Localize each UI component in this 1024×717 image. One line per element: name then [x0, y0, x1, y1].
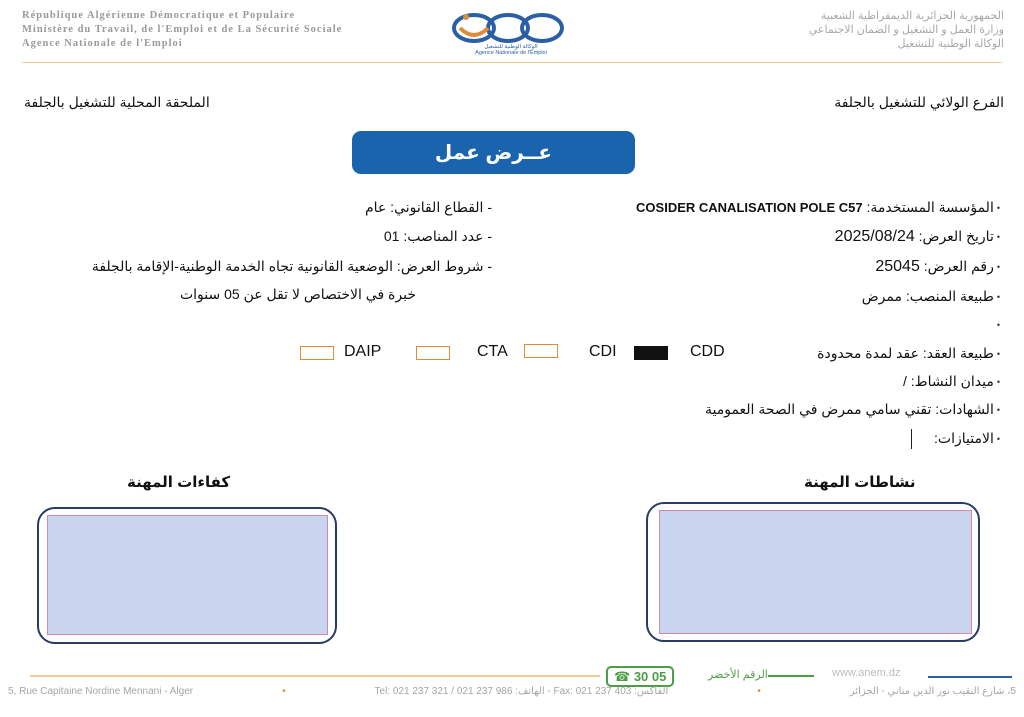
employer-label: المؤسسة المستخدمة:	[866, 199, 994, 215]
experience-requirement: خبرة في الاختصاص لا تقل عن 05 سنوات	[179, 286, 416, 302]
checkbox-cta[interactable]	[416, 346, 450, 360]
checkbox-cdd[interactable]	[634, 346, 668, 360]
offer-number-value: 25045	[875, 258, 920, 275]
position-label: طبيعة المنصب:	[905, 288, 994, 304]
checkbox-daip[interactable]	[300, 346, 334, 360]
date-value: 2025/08/24	[834, 228, 915, 245]
offer-number-label: رقم العرض:	[923, 258, 994, 274]
header-ar-line-3: الوكالة الوطنية للتشغيل	[897, 38, 1004, 50]
bullet: •	[996, 377, 1000, 388]
header-ar-line-2: وزارة العمل و التشغيل و الضمان الاجتماعي	[808, 24, 1004, 36]
bullet: •	[996, 320, 1000, 331]
date-label: تاريخ العرض:	[918, 228, 994, 244]
checkbox-cdi[interactable]	[524, 344, 558, 358]
employer-value: COSIDER CANALISATION POLE C57	[636, 200, 863, 215]
date-row	[835, 228, 1000, 246]
footer-address	[8, 686, 1016, 697]
legal-sector: - القطاع القانوني: عام	[364, 199, 492, 215]
option-label-cdi: CDI	[589, 343, 617, 360]
diplomas-label: الشهادات:	[935, 401, 994, 417]
offer-conditions: - شروط العرض: الوضعية القانونية تجاه الخدمة الوطنية-الإقامة بالجلفة	[91, 258, 492, 274]
bullet: •	[996, 405, 1000, 416]
competencies-title: كفاءات المهنة	[127, 474, 231, 491]
logo-caption	[446, 44, 576, 56]
separator-dot: •	[757, 686, 761, 697]
bullet: •	[996, 262, 1000, 273]
header-fr-line-1: République Algérienne Démocratique et Populaire	[22, 10, 296, 21]
green-number: 30 05	[633, 669, 667, 684]
empty-row	[994, 316, 1000, 332]
text-cursor	[911, 429, 912, 449]
header-fr-line-3: Agence Nationale de l'Emploi	[22, 38, 183, 49]
green-number-label: الرقم الأخضر	[708, 669, 768, 681]
positions-count: - عدد المناصب: 01	[383, 228, 492, 244]
header-fr-line-2: Ministère du Travail, de l'Emploi et de La Sécurité Sociale	[22, 24, 343, 35]
header-ar-line-1: الجمهورية الجزائرية الديمقراطية الشعبية	[820, 10, 1004, 22]
footer-line-left	[30, 675, 600, 677]
page-title: عــرض عمل	[352, 131, 635, 174]
employer-row	[636, 199, 1000, 216]
branch-left: الملحقة المحلية للتشغيل بالجلفة	[24, 94, 210, 110]
activity-field-row	[903, 373, 1000, 390]
bullet: •	[996, 434, 1000, 445]
activities-box[interactable]	[659, 510, 972, 634]
position-value: ممرض	[861, 288, 902, 304]
bullet: •	[996, 349, 1000, 360]
logo-caption-fr: Agence Nationale de l'Emploi	[475, 50, 547, 56]
activity-field-label: ميدان النشاط:	[910, 373, 994, 389]
footer-website[interactable]: www.anem.dz	[832, 667, 901, 679]
contract-value: عقد لمدة محدودة	[817, 345, 919, 361]
logo-caption-ar: الوكالة الوطنية للتشغيل	[484, 44, 538, 50]
contract-row	[817, 345, 1000, 362]
position-row	[862, 288, 1000, 305]
benefits-label: الامتيازات:	[934, 430, 994, 446]
diplomas-value: تقني سامي ممرض في الصحة العمومية	[704, 401, 932, 417]
address-ar: 5، شارع النقيب نور الدين مناني - الجزائر	[849, 686, 1016, 697]
offer-number-row	[875, 258, 1000, 276]
footer-line-green	[768, 675, 814, 677]
benefits-row	[934, 430, 1000, 447]
bullet: •	[996, 232, 1000, 243]
header-divider	[22, 62, 1002, 63]
activities-title: نشاطات المهنة	[804, 474, 916, 491]
branch-right: الفرع الولائي للتشغيل بالجلفة	[834, 94, 1004, 110]
contact-numbers: Tel: 021 237 321 / 021 237 986 :الهاتف - Fax: 021 237 403 :الفاكس	[374, 686, 669, 697]
option-label-daip: DAIP	[344, 343, 382, 360]
bullet: •	[996, 292, 1000, 303]
header-ar	[604, 9, 1004, 51]
footer-line-right	[928, 676, 1012, 678]
option-label-cta: CTA	[477, 343, 508, 360]
green-number-badge	[606, 666, 674, 687]
separator-dot: •	[282, 686, 286, 697]
address-fr: 5, Rue Capitaine Nordine Mennani - Alger	[8, 686, 194, 697]
header-fr	[22, 9, 422, 51]
phone-icon: ☎	[614, 669, 631, 684]
contract-label: طبيعة العقد:	[922, 345, 994, 361]
activity-field-value: /	[902, 373, 907, 389]
diplomas-row	[705, 401, 1000, 418]
competencies-box[interactable]	[47, 515, 328, 635]
bullet: •	[996, 203, 1000, 214]
option-label-cdd: CDD	[690, 343, 725, 360]
